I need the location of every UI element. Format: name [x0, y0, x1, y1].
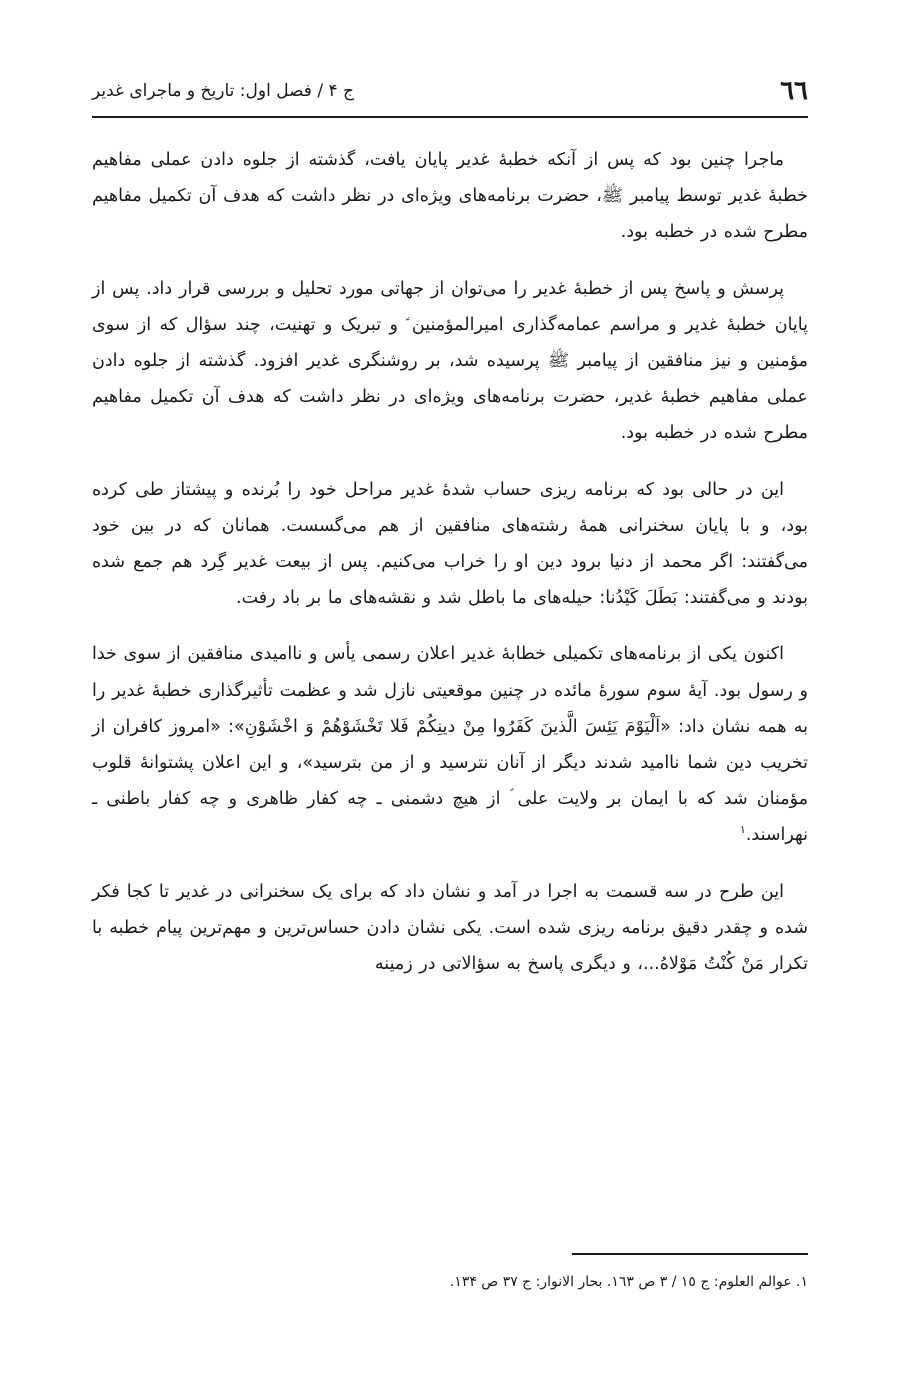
- paragraph: پرسش و پاسخ پس از خطبۀ غدیر را می‌توان از جهاتی مورد تحلیل و بررسی قرار داد. پس از پایان خطبۀ غدیر و مراسم عمامه‌گذاری امیرالمؤمنین ؑ و تبریک و تهنیت، چند سؤال که از سوی مؤمنین و نیز منافقین از پیامبر ﷺ پرسیده شد، بر روشنگری غدیر افزود. گذشته از جلوه دادن عملی مفاهیم خطبۀ غدیر، حضرت برنامه‌های ویژه‌ای در نظر داشت که هدف آن تکمیل مفاهیم مطرح شده در خطبه بود.: [92, 278, 808, 444]
- page-header: [92, 72, 808, 110]
- header-rule: [92, 116, 808, 118]
- paragraph: ماجرا چنین بود که پس از آنکه خطبۀ غدیر پایان یافت، گذشته از جلوه دادن عملی مفاهیم خطبۀ غدیر توسط پیامبر ﷺ، حضرت برنامه‌های ویژه‌ای در نظر داشت که هدف آن تکمیل مفاهیم مطرح شده در خطبه بود.: [92, 150, 808, 243]
- paragraph: این طرح در سه قسمت به اجرا در آمد و نشان داد که برای یک سخنرانی در غدیر تا کجا فکر شده و چقدر دقیق برنامه ریزی شده است. یکی نشان دادن حساس‌ترین و مهم‌ترین پیام خطبه با تکرار مَنْ کُنْتُ مَوْلاهُ...، و دیگری پاسخ به سؤالاتی در زمینه: [92, 881, 808, 975]
- paragraph-text: اکنون یکی از برنامه‌های تکمیلی خطابۀ غدیر اعلان رسمی یأس و ناامیدی منافقین از سوی خدا و رسول بود. آیۀ سوم سورۀ مائده در چنین موقعیتی نازل شد و عظمت تأثیرگذاری خطبۀ غدیر را به همه نشان داد: «اَلْیَوْمَ یَئِسَ الَّذینَ کَفَرُوا مِنْ دینِکُمْ فَلا تَخْشَوْهُمْ وَ اخْشَوْنِ»: «امروز کافران از تخریب دین شما ناامید شدند دیگر از آنان نترسید و از من بترسید»، و این اعلان پشتوانۀ قلوب مؤمنان شد که با ایمان بر ولایت علی ؑ از هیچ دشمنی ـ چه کفار ظاهری و چه کفار باطنی ـ نهراسند.: [92, 644, 808, 846]
- footnote-rule: [572, 1253, 808, 1255]
- footnote-reference[interactable]: ١: [739, 823, 746, 837]
- page-number: ٦٦: [780, 76, 808, 106]
- footnote: ١. عوالم العلوم: ج ١٥ / ٣ ص ١٦٣. بحار الانوار: ج ٣٧ ص ١٣۴.: [449, 1274, 808, 1290]
- paragraph-with-footnote: [92, 636, 808, 853]
- running-title: ج ۴ / فصل اول: تاریخ و ماجرای غدیر: [92, 81, 355, 101]
- paragraph: این در حالی بود که برنامه ریزی حساب شدۀ غدیر مراحل خود را بُرنده و پیشتاز طی کرده بود، و با پایان سخنرانی همۀ رشته‌های منافقین از هم می‌گسست. همانان که در بین خود می‌گفتند: اگر محمد از دنیا برود دین او را خراب می‌کنیم. پس از بیعت غدیر گِرد هم جمع شده بودند و می‌گفتند: بَطَلَ کَیْدُنا: حیله‌های ما باطل شد و نقشه‌های ما بر باد رفت.: [92, 479, 808, 609]
- body-text: [92, 142, 808, 1002]
